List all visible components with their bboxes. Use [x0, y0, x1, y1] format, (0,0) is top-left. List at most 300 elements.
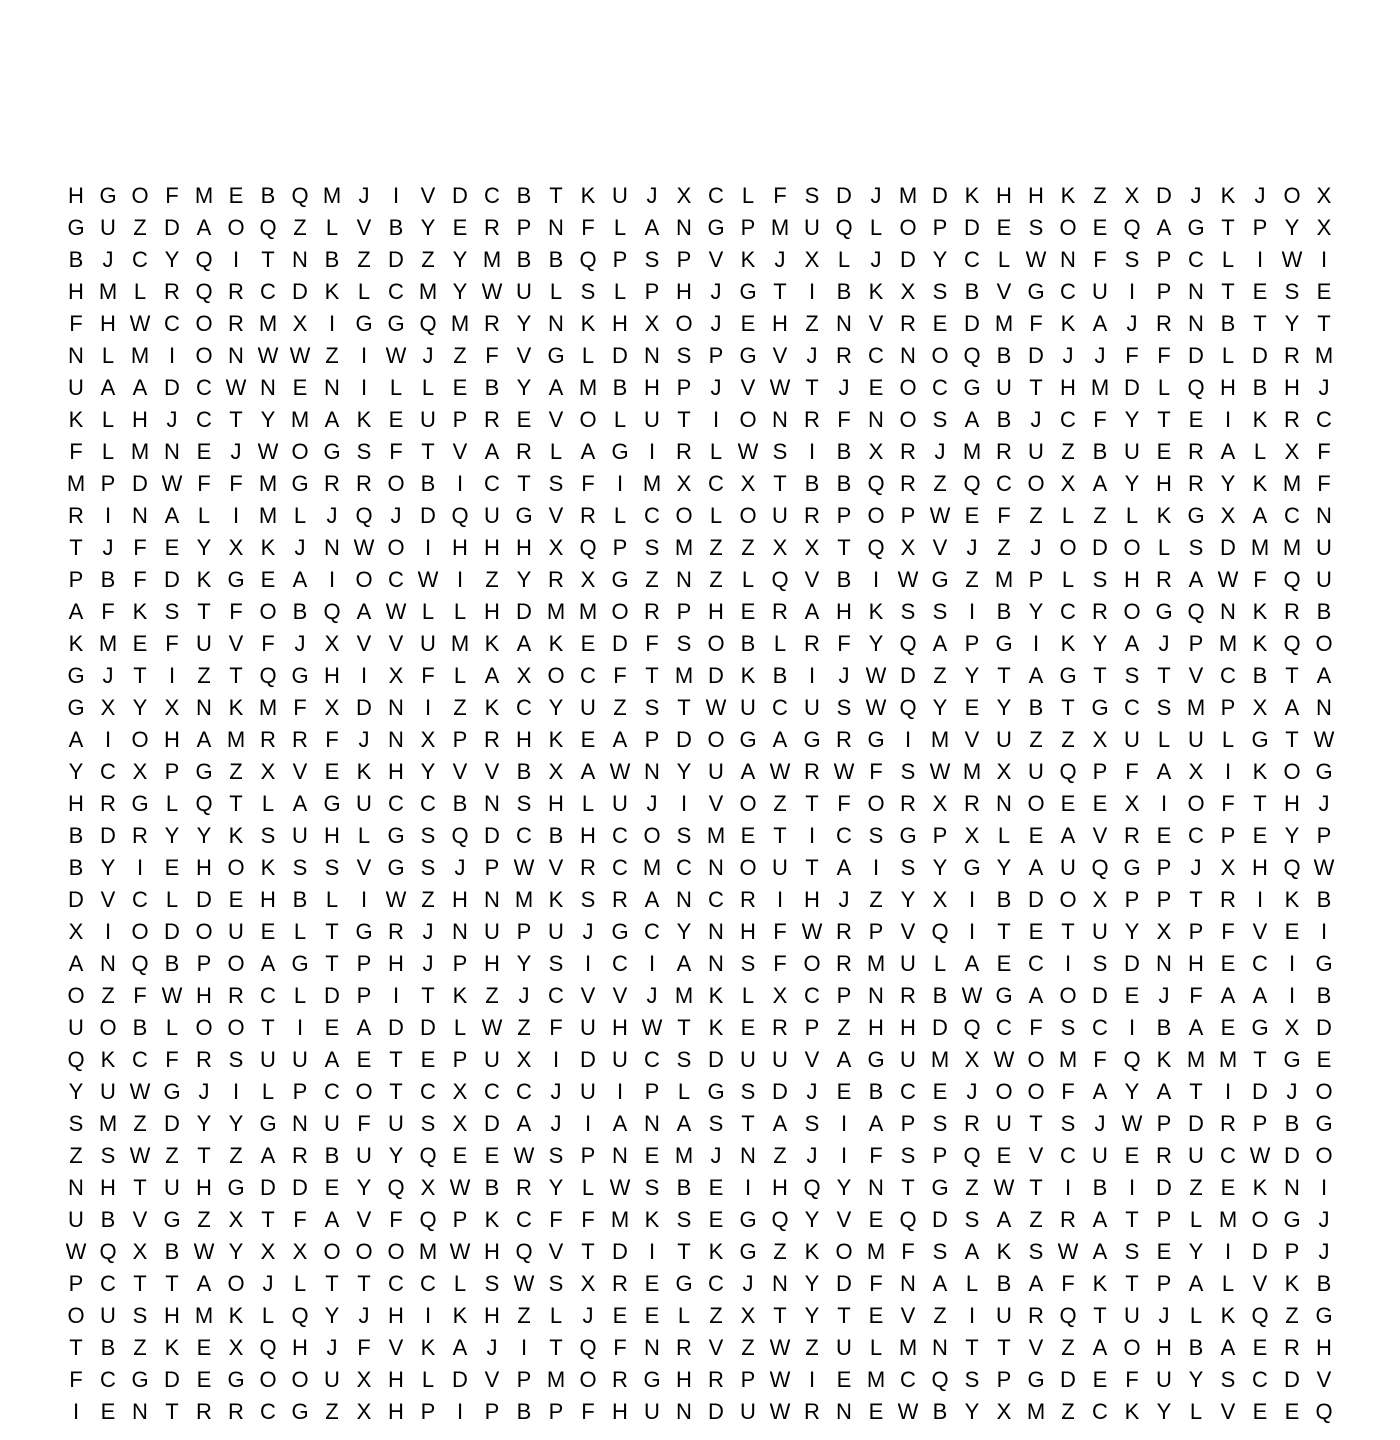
letter-cell[interactable]: H — [548, 791, 564, 816]
letter-cell[interactable]: X — [100, 695, 116, 720]
letter-cell[interactable]: K — [228, 695, 244, 720]
letter-cell[interactable]: W — [193, 1239, 215, 1264]
letter-cell[interactable]: T — [1029, 375, 1043, 400]
letter-cell[interactable]: E — [164, 855, 180, 880]
letter-cell[interactable]: S — [548, 1143, 564, 1168]
letter-cell[interactable]: F — [1221, 791, 1235, 816]
letter-cell[interactable]: N — [484, 791, 500, 816]
letter-cell[interactable]: Z — [805, 311, 819, 336]
letter-cell[interactable]: L — [197, 503, 211, 528]
letter-cell[interactable]: P — [1316, 823, 1332, 848]
letter-cell[interactable]: Y — [516, 375, 532, 400]
letter-cell[interactable]: I — [232, 247, 240, 272]
letter-cell[interactable]: X — [324, 631, 340, 656]
letter-cell[interactable]: Q — [867, 471, 885, 496]
letter-cell[interactable]: D — [484, 1111, 500, 1136]
letter-cell[interactable]: W — [449, 1175, 471, 1200]
letter-cell[interactable]: Y — [1284, 215, 1300, 240]
letter-cell[interactable]: I — [840, 1143, 848, 1168]
letter-cell[interactable]: V — [548, 407, 564, 432]
letter-cell[interactable]: L — [357, 279, 371, 304]
letter-cell[interactable]: I — [104, 919, 112, 944]
letter-cell[interactable]: D — [452, 1367, 468, 1392]
letter-cell[interactable]: E — [1220, 1175, 1236, 1200]
letter-cell[interactable]: H — [100, 311, 116, 336]
letter-cell[interactable]: H — [164, 1303, 180, 1328]
letter-cell[interactable]: V — [1220, 1399, 1236, 1424]
letter-cell[interactable]: Z — [1061, 1399, 1075, 1424]
letter-cell[interactable]: G — [995, 983, 1013, 1008]
letter-cell[interactable]: E — [1220, 1015, 1236, 1040]
letter-cell[interactable]: B — [1252, 375, 1268, 400]
letter-cell[interactable]: Q — [451, 823, 469, 848]
letter-cell[interactable]: D — [708, 1399, 724, 1424]
letter-cell[interactable]: E — [324, 759, 340, 784]
letter-cell[interactable]: Q — [931, 919, 949, 944]
letter-cell[interactable]: T — [1253, 1047, 1267, 1072]
letter-cell[interactable]: N — [932, 1335, 948, 1360]
letter-cell[interactable]: O — [1315, 1143, 1333, 1168]
letter-cell[interactable]: I — [1160, 791, 1168, 816]
letter-cell[interactable]: Y — [452, 247, 468, 272]
letter-cell[interactable]: V — [292, 759, 308, 784]
letter-cell[interactable]: F — [133, 567, 147, 592]
letter-cell[interactable]: M — [450, 311, 470, 336]
letter-cell[interactable]: O — [227, 1271, 245, 1296]
letter-cell[interactable]: E — [996, 215, 1012, 240]
letter-cell[interactable]: P — [100, 471, 116, 496]
letter-cell[interactable]: O — [1315, 1079, 1333, 1104]
letter-cell[interactable]: O — [1027, 1047, 1045, 1072]
letter-cell[interactable]: U — [804, 215, 820, 240]
letter-cell[interactable]: L — [357, 823, 371, 848]
letter-cell[interactable]: X — [964, 823, 980, 848]
letter-cell[interactable]: B — [836, 471, 852, 496]
letter-cell[interactable]: O — [835, 1239, 853, 1264]
letter-cell[interactable]: K — [644, 1207, 660, 1232]
letter-cell[interactable]: H — [484, 599, 500, 624]
letter-cell[interactable]: U — [1028, 439, 1044, 464]
letter-cell[interactable]: O — [67, 983, 85, 1008]
letter-cell[interactable]: R — [836, 951, 852, 976]
letter-cell[interactable]: G — [291, 663, 309, 688]
letter-cell[interactable]: X — [420, 1175, 436, 1200]
letter-cell[interactable]: J — [1062, 343, 1074, 368]
letter-cell[interactable]: M — [290, 407, 310, 432]
letter-cell[interactable]: B — [1284, 1111, 1300, 1136]
letter-cell[interactable]: Q — [323, 599, 341, 624]
letter-cell[interactable]: U — [196, 631, 212, 656]
letter-cell[interactable]: C — [708, 471, 724, 496]
letter-cell[interactable]: A — [132, 375, 148, 400]
letter-cell[interactable]: J — [934, 439, 946, 464]
letter-cell[interactable]: V — [228, 631, 244, 656]
letter-cell[interactable]: G — [291, 951, 309, 976]
letter-cell[interactable]: I — [520, 1335, 528, 1360]
letter-cell[interactable]: Z — [517, 1303, 531, 1328]
letter-cell[interactable]: Z — [133, 1111, 147, 1136]
letter-cell[interactable]: R — [612, 1367, 628, 1392]
letter-cell[interactable]: P — [548, 1399, 564, 1424]
letter-cell[interactable]: Y — [260, 407, 276, 432]
letter-cell[interactable]: S — [420, 1111, 436, 1136]
letter-cell[interactable]: B — [420, 471, 436, 496]
letter-cell[interactable]: C — [1028, 951, 1044, 976]
letter-cell[interactable]: P — [1156, 247, 1172, 272]
letter-cell[interactable]: P — [196, 951, 212, 976]
letter-cell[interactable]: M — [194, 1303, 214, 1328]
letter-cell[interactable]: M — [962, 439, 982, 464]
letter-cell[interactable]: O — [227, 951, 245, 976]
letter-cell[interactable]: E — [516, 407, 532, 432]
letter-cell[interactable]: X — [1124, 791, 1140, 816]
letter-cell[interactable]: E — [964, 695, 980, 720]
letter-cell[interactable]: H — [260, 887, 276, 912]
letter-cell[interactable]: N — [388, 727, 404, 752]
letter-cell[interactable]: D — [1252, 1079, 1268, 1104]
letter-cell[interactable]: D — [132, 471, 148, 496]
letter-cell[interactable]: Z — [485, 567, 499, 592]
letter-cell[interactable]: A — [516, 631, 532, 656]
letter-cell[interactable]: J — [710, 375, 722, 400]
letter-cell[interactable]: R — [900, 983, 916, 1008]
letter-cell[interactable]: J — [422, 951, 434, 976]
letter-cell[interactable]: D — [932, 1207, 948, 1232]
letter-cell[interactable]: P — [644, 1079, 660, 1104]
letter-cell[interactable]: V — [900, 1303, 916, 1328]
letter-cell[interactable]: D — [964, 215, 980, 240]
letter-cell[interactable]: Q — [1187, 599, 1205, 624]
letter-cell[interactable]: A — [1284, 695, 1300, 720]
letter-cell[interactable]: E — [580, 631, 596, 656]
letter-cell[interactable]: Z — [229, 1143, 243, 1168]
letter-cell[interactable]: O — [739, 855, 757, 880]
letter-cell[interactable]: E — [1092, 1367, 1108, 1392]
letter-cell[interactable]: C — [1060, 279, 1076, 304]
letter-cell[interactable]: G — [355, 311, 373, 336]
letter-cell[interactable]: A — [1188, 1271, 1204, 1296]
letter-cell[interactable]: E — [708, 1207, 724, 1232]
letter-cell[interactable]: O — [355, 1239, 373, 1264]
letter-cell[interactable]: Y — [932, 247, 948, 272]
letter-cell[interactable]: I — [1320, 1175, 1328, 1200]
letter-cell[interactable]: L — [741, 567, 755, 592]
letter-cell[interactable]: A — [1092, 1335, 1108, 1360]
letter-cell[interactable]: Q — [1315, 1399, 1333, 1424]
letter-cell[interactable]: I — [808, 279, 816, 304]
letter-cell[interactable]: E — [1156, 1239, 1172, 1264]
letter-cell[interactable]: G — [963, 375, 981, 400]
letter-cell[interactable]: N — [1316, 503, 1332, 528]
letter-cell[interactable]: R — [1284, 407, 1300, 432]
letter-cell[interactable]: W — [833, 759, 855, 784]
letter-cell[interactable]: Z — [453, 695, 467, 720]
letter-cell[interactable]: O — [1027, 1079, 1045, 1104]
letter-cell[interactable]: S — [1092, 951, 1108, 976]
letter-cell[interactable]: L — [1157, 727, 1171, 752]
letter-cell[interactable]: Z — [357, 247, 371, 272]
letter-cell[interactable]: M — [674, 663, 694, 688]
letter-cell[interactable]: J — [294, 535, 306, 560]
letter-cell[interactable]: O — [867, 503, 885, 528]
letter-cell[interactable]: R — [164, 279, 180, 304]
letter-cell[interactable]: H — [676, 279, 692, 304]
letter-cell[interactable]: Q — [259, 215, 277, 240]
letter-cell[interactable]: O — [931, 343, 949, 368]
letter-cell[interactable]: C — [708, 1271, 724, 1296]
letter-cell[interactable]: V — [580, 983, 596, 1008]
letter-cell[interactable]: R — [484, 311, 500, 336]
letter-cell[interactable]: V — [900, 919, 916, 944]
letter-cell[interactable]: U — [1124, 439, 1140, 464]
letter-cell[interactable]: R — [356, 471, 372, 496]
letter-cell[interactable]: L — [389, 375, 403, 400]
letter-cell[interactable]: O — [259, 1367, 277, 1392]
letter-cell[interactable]: X — [1124, 183, 1140, 208]
letter-cell[interactable]: Y — [1124, 471, 1140, 496]
letter-cell[interactable]: U — [356, 1143, 372, 1168]
letter-cell[interactable]: I — [72, 1399, 80, 1424]
letter-cell[interactable]: T — [261, 247, 275, 272]
letter-cell[interactable]: A — [100, 375, 116, 400]
letter-cell[interactable]: D — [164, 375, 180, 400]
letter-cell[interactable]: M — [578, 599, 598, 624]
letter-cell[interactable]: G — [131, 791, 149, 816]
letter-cell[interactable]: T — [1253, 791, 1267, 816]
letter-cell[interactable]: R — [900, 439, 916, 464]
letter-cell[interactable]: U — [356, 791, 372, 816]
letter-cell[interactable]: I — [1128, 1015, 1136, 1040]
letter-cell[interactable]: N — [676, 1399, 692, 1424]
letter-cell[interactable]: X — [644, 311, 660, 336]
letter-cell[interactable]: R — [324, 471, 340, 496]
letter-cell[interactable]: A — [196, 215, 212, 240]
letter-cell[interactable]: G — [1315, 951, 1333, 976]
letter-cell[interactable]: K — [68, 631, 84, 656]
letter-cell[interactable]: X — [772, 535, 788, 560]
letter-cell[interactable]: L — [997, 247, 1011, 272]
letter-cell[interactable]: C — [932, 375, 948, 400]
letter-cell[interactable]: W — [961, 983, 983, 1008]
letter-cell[interactable]: R — [228, 1399, 244, 1424]
letter-cell[interactable]: J — [262, 1271, 274, 1296]
letter-cell[interactable]: U — [260, 1047, 276, 1072]
letter-cell[interactable]: N — [548, 215, 564, 240]
letter-cell[interactable]: L — [101, 439, 115, 464]
letter-cell[interactable]: N — [100, 951, 116, 976]
letter-cell[interactable]: V — [836, 1207, 852, 1232]
letter-cell[interactable]: M — [642, 471, 662, 496]
letter-cell[interactable]: T — [581, 1239, 595, 1264]
letter-cell[interactable]: G — [1059, 663, 1077, 688]
letter-cell[interactable]: X — [132, 759, 148, 784]
letter-cell[interactable]: I — [808, 1367, 816, 1392]
letter-cell[interactable]: E — [1188, 407, 1204, 432]
letter-cell[interactable]: T — [1221, 215, 1235, 240]
letter-cell[interactable]: W — [1281, 247, 1303, 272]
letter-cell[interactable]: T — [197, 599, 211, 624]
letter-cell[interactable]: Y — [964, 663, 980, 688]
letter-cell[interactable]: Q — [419, 1207, 437, 1232]
letter-cell[interactable]: E — [740, 1015, 756, 1040]
letter-cell[interactable]: Y — [516, 311, 532, 336]
letter-cell[interactable]: W — [385, 887, 407, 912]
letter-cell[interactable]: V — [132, 1207, 148, 1232]
letter-cell[interactable]: A — [548, 375, 564, 400]
letter-cell[interactable]: H — [1028, 183, 1044, 208]
letter-cell[interactable]: E — [932, 1079, 948, 1104]
letter-cell[interactable]: I — [680, 791, 688, 816]
letter-cell[interactable]: T — [1189, 887, 1203, 912]
letter-cell[interactable]: Q — [131, 951, 149, 976]
letter-cell[interactable]: F — [101, 599, 115, 624]
letter-cell[interactable]: J — [102, 247, 114, 272]
letter-cell[interactable]: R — [1220, 887, 1236, 912]
letter-cell[interactable]: K — [964, 183, 980, 208]
letter-cell[interactable]: G — [227, 567, 245, 592]
letter-cell[interactable]: D — [1124, 375, 1140, 400]
letter-cell[interactable]: L — [869, 1335, 883, 1360]
letter-cell[interactable]: J — [102, 535, 114, 560]
letter-cell[interactable]: M — [930, 727, 950, 752]
letter-cell[interactable]: W — [769, 1399, 791, 1424]
letter-cell[interactable]: L — [581, 791, 595, 816]
letter-cell[interactable]: F — [1317, 471, 1331, 496]
letter-cell[interactable]: B — [132, 1015, 148, 1040]
letter-cell[interactable]: T — [549, 183, 563, 208]
letter-cell[interactable]: Y — [1220, 471, 1236, 496]
letter-cell[interactable]: Z — [325, 1399, 339, 1424]
letter-cell[interactable]: J — [1158, 983, 1170, 1008]
letter-cell[interactable]: G — [931, 567, 949, 592]
letter-cell[interactable]: C — [612, 855, 628, 880]
letter-cell[interactable]: J — [806, 1079, 818, 1104]
letter-cell[interactable]: T — [389, 1079, 403, 1104]
letter-cell[interactable]: I — [776, 887, 784, 912]
letter-cell[interactable]: I — [136, 855, 144, 880]
letter-cell[interactable]: S — [676, 1207, 692, 1232]
letter-cell[interactable]: D — [612, 1239, 628, 1264]
letter-cell[interactable]: G — [611, 919, 629, 944]
letter-cell[interactable]: R — [1284, 1335, 1300, 1360]
letter-cell[interactable]: U — [644, 407, 660, 432]
letter-cell[interactable]: V — [516, 343, 532, 368]
letter-cell[interactable]: H — [100, 1175, 116, 1200]
letter-cell[interactable]: S — [804, 1111, 820, 1136]
letter-cell[interactable]: H — [1220, 375, 1236, 400]
letter-cell[interactable]: F — [1157, 343, 1171, 368]
letter-cell[interactable]: J — [1318, 1207, 1330, 1232]
letter-cell[interactable]: F — [773, 183, 787, 208]
letter-cell[interactable]: K — [1092, 1271, 1108, 1296]
letter-cell[interactable]: I — [1064, 951, 1072, 976]
letter-cell[interactable]: P — [644, 727, 660, 752]
letter-cell[interactable]: J — [710, 279, 722, 304]
letter-cell[interactable]: B — [996, 407, 1012, 432]
letter-cell[interactable]: O — [67, 1303, 85, 1328]
letter-cell[interactable]: V — [1092, 823, 1108, 848]
letter-cell[interactable]: F — [1253, 567, 1267, 592]
letter-cell[interactable]: S — [580, 887, 596, 912]
letter-cell[interactable]: U — [996, 375, 1012, 400]
letter-cell[interactable]: Y — [1188, 1367, 1204, 1392]
letter-cell[interactable]: K — [1252, 599, 1268, 624]
letter-cell[interactable]: K — [68, 407, 84, 432]
letter-cell[interactable]: B — [836, 567, 852, 592]
letter-cell[interactable]: K — [548, 631, 564, 656]
letter-cell[interactable]: J — [838, 663, 850, 688]
letter-cell[interactable]: U — [836, 1335, 852, 1360]
letter-cell[interactable]: Y — [516, 951, 532, 976]
letter-cell[interactable]: R — [1284, 343, 1300, 368]
letter-cell[interactable]: L — [613, 407, 627, 432]
letter-cell[interactable]: K — [228, 1303, 244, 1328]
letter-cell[interactable]: G — [1187, 215, 1205, 240]
letter-cell[interactable]: Y — [836, 1175, 852, 1200]
letter-cell[interactable]: K — [1284, 1271, 1300, 1296]
letter-cell[interactable]: B — [164, 1239, 180, 1264]
letter-cell[interactable]: R — [1188, 439, 1204, 464]
letter-cell[interactable]: J — [1094, 1111, 1106, 1136]
letter-cell[interactable]: U — [1092, 1143, 1108, 1168]
letter-cell[interactable]: K — [708, 983, 724, 1008]
letter-cell[interactable]: O — [195, 919, 213, 944]
letter-cell[interactable]: S — [1124, 1239, 1140, 1264]
letter-cell[interactable]: Z — [133, 215, 147, 240]
letter-cell[interactable]: E — [1316, 1047, 1332, 1072]
letter-cell[interactable]: Q — [387, 1175, 405, 1200]
letter-cell[interactable]: R — [804, 759, 820, 784]
letter-cell[interactable]: J — [422, 343, 434, 368]
letter-cell[interactable]: P — [804, 1015, 820, 1040]
letter-cell[interactable]: I — [1224, 1079, 1232, 1104]
letter-cell[interactable]: I — [104, 727, 112, 752]
letter-cell[interactable]: H — [452, 535, 468, 560]
letter-cell[interactable]: E — [1124, 1143, 1140, 1168]
letter-cell[interactable]: I — [1224, 407, 1232, 432]
letter-cell[interactable]: I — [584, 951, 592, 976]
letter-cell[interactable]: D — [1188, 1111, 1204, 1136]
letter-cell[interactable]: K — [484, 1207, 500, 1232]
letter-cell[interactable]: L — [421, 375, 435, 400]
letter-cell[interactable]: E — [644, 1143, 660, 1168]
letter-cell[interactable]: Z — [709, 567, 723, 592]
letter-cell[interactable]: Q — [99, 1239, 117, 1264]
letter-cell[interactable]: B — [452, 791, 468, 816]
letter-cell[interactable]: K — [164, 1335, 180, 1360]
letter-cell[interactable]: S — [644, 247, 660, 272]
letter-cell[interactable]: C — [1188, 823, 1204, 848]
letter-cell[interactable]: V — [772, 343, 788, 368]
letter-cell[interactable]: R — [772, 1015, 788, 1040]
letter-cell[interactable]: W — [289, 343, 311, 368]
letter-cell[interactable]: O — [387, 535, 405, 560]
letter-cell[interactable]: J — [326, 1335, 338, 1360]
letter-cell[interactable]: U — [772, 1047, 788, 1072]
letter-cell[interactable]: Y — [804, 1207, 820, 1232]
letter-cell[interactable]: Q — [803, 1175, 821, 1200]
letter-cell[interactable]: E — [868, 375, 884, 400]
letter-cell[interactable]: F — [581, 1207, 595, 1232]
letter-cell[interactable]: Y — [196, 1111, 212, 1136]
letter-cell[interactable]: R — [484, 215, 500, 240]
letter-cell[interactable]: X — [1316, 183, 1332, 208]
letter-cell[interactable]: H — [68, 791, 84, 816]
letter-cell[interactable]: Q — [355, 503, 373, 528]
letter-cell[interactable]: U — [996, 1111, 1012, 1136]
letter-cell[interactable]: I — [392, 983, 400, 1008]
letter-cell[interactable]: Y — [676, 759, 692, 784]
